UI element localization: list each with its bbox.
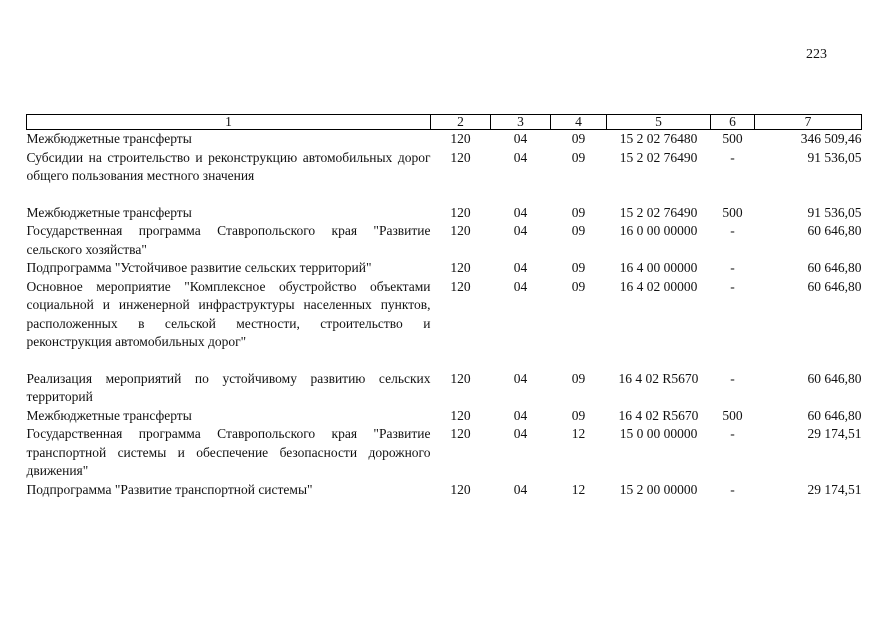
row-section: 04 — [513, 370, 528, 386]
row-name: Основное мероприятие "Комплексное обустройство объектами социальной и инженерной инфраструктуры населенных пунктов, расположенных в сельской местности, строительство и реконструкция автомобильных дорог" — [26, 278, 431, 349]
row-target-article: 16 4 02 00000 — [619, 278, 698, 294]
row-target-article: 15 2 02 76480 — [619, 131, 698, 146]
column-header: 4 — [551, 115, 607, 130]
table-row — [27, 278, 862, 352]
row-section: 04 — [513, 407, 528, 423]
row-subsection: 09 — [571, 370, 586, 386]
row-amount: 29 174,51 — [807, 426, 862, 441]
row-section: 04 — [513, 481, 528, 497]
row-target-article: 15 2 02 76490 — [619, 204, 698, 220]
table-row — [27, 259, 862, 278]
row-amount: 60 646,80 — [807, 223, 862, 238]
row-expense-type: - — [730, 260, 735, 275]
column-header: 6 — [711, 115, 755, 130]
row-name: Подпрограмма "Устойчивое развитие сельских территорий" — [26, 260, 372, 275]
row-subsection: 12 — [571, 426, 586, 441]
row-target-article: 15 0 00 00000 — [619, 426, 698, 441]
column-header: 5 — [607, 115, 711, 130]
row-section: 04 — [513, 204, 528, 220]
table-row — [27, 425, 862, 481]
row-name: Межбюджетные трансферты — [26, 204, 192, 220]
row-expense-type: 500 — [722, 204, 743, 220]
spacer-row — [27, 186, 862, 204]
row-name: Межбюджетные трансферты — [26, 407, 192, 423]
row-target-article: 15 2 00 00000 — [619, 481, 698, 497]
row-name: Подпрограмма "Развитие транспортной системы" — [26, 481, 313, 497]
budget-table — [26, 114, 862, 499]
row-section: 04 — [513, 131, 528, 146]
row-name: Межбюджетные трансферты — [26, 131, 192, 146]
row-code-ministry: 120 — [450, 260, 471, 275]
table-row — [27, 407, 862, 426]
row-code-ministry: 120 — [450, 149, 471, 165]
row-code-ministry: 120 — [450, 278, 471, 294]
column-header: 1 — [27, 115, 431, 130]
row-expense-type: 500 — [722, 407, 743, 423]
row-amount: 91 536,05 — [807, 149, 862, 165]
row-code-ministry: 120 — [450, 426, 471, 441]
row-code-ministry: 120 — [450, 407, 471, 423]
column-header: 2 — [431, 115, 491, 130]
row-subsection: 09 — [571, 131, 586, 146]
page-number: 223 — [806, 47, 827, 62]
row-expense-type: - — [730, 223, 735, 238]
row-target-article: 16 4 00 00000 — [619, 260, 698, 275]
row-code-ministry: 120 — [450, 131, 471, 146]
row-amount: 60 646,80 — [807, 370, 862, 386]
row-name: Государственная программа Ставропольского края "Развитие транспортной системы и обеспечение безопасности дорожного движения" — [26, 426, 431, 478]
spacer-row — [27, 352, 862, 370]
row-expense-type: - — [730, 370, 735, 386]
row-code-ministry: 120 — [450, 481, 471, 497]
row-expense-type: - — [730, 426, 735, 441]
row-subsection: 09 — [571, 407, 586, 423]
table-row — [27, 130, 862, 149]
row-subsection: 12 — [571, 481, 586, 497]
row-subsection: 09 — [571, 278, 586, 294]
row-amount: 60 646,80 — [807, 278, 862, 294]
row-amount: 60 646,80 — [807, 407, 862, 423]
column-header: 3 — [491, 115, 551, 130]
row-expense-type: 500 — [722, 131, 743, 146]
row-section: 04 — [513, 426, 528, 441]
row-subsection: 09 — [571, 260, 586, 275]
row-target-article: 16 4 02 R5670 — [618, 407, 699, 423]
row-amount: 346 509,46 — [800, 131, 862, 146]
header-row — [27, 115, 862, 130]
row-subsection: 09 — [571, 223, 586, 238]
row-target-article: 16 0 00 00000 — [619, 223, 698, 238]
table-row — [27, 222, 862, 259]
row-code-ministry: 120 — [450, 223, 471, 238]
row-expense-type: - — [730, 481, 735, 497]
row-section: 04 — [513, 278, 528, 294]
column-header: 7 — [755, 115, 862, 130]
table-row — [27, 481, 862, 500]
row-amount: 60 646,80 — [807, 260, 862, 275]
row-name: Субсидии на строительство и реконструкцию автомобильных дорог общего пользования местного значения — [26, 149, 431, 183]
row-section: 04 — [513, 260, 528, 275]
table-row — [27, 204, 862, 223]
row-subsection: 09 — [571, 149, 586, 165]
row-name: Реализация мероприятий по устойчивому развитию сельских территорий — [26, 370, 431, 404]
row-name: Государственная программа Ставропольского края "Развитие сельского хозяйства" — [26, 223, 431, 257]
row-code-ministry: 120 — [450, 370, 471, 386]
row-subsection: 09 — [571, 204, 586, 220]
row-section: 04 — [513, 149, 528, 165]
row-expense-type: - — [730, 278, 735, 294]
row-amount: 29 174,51 — [807, 481, 862, 497]
row-target-article: 16 4 02 R5670 — [618, 370, 699, 386]
row-amount: 91 536,05 — [807, 204, 862, 220]
row-code-ministry: 120 — [450, 204, 471, 220]
row-target-article: 15 2 02 76490 — [619, 149, 698, 165]
table-row — [27, 370, 862, 407]
row-section: 04 — [513, 223, 528, 238]
table-row — [27, 149, 862, 186]
row-expense-type: - — [730, 149, 735, 165]
